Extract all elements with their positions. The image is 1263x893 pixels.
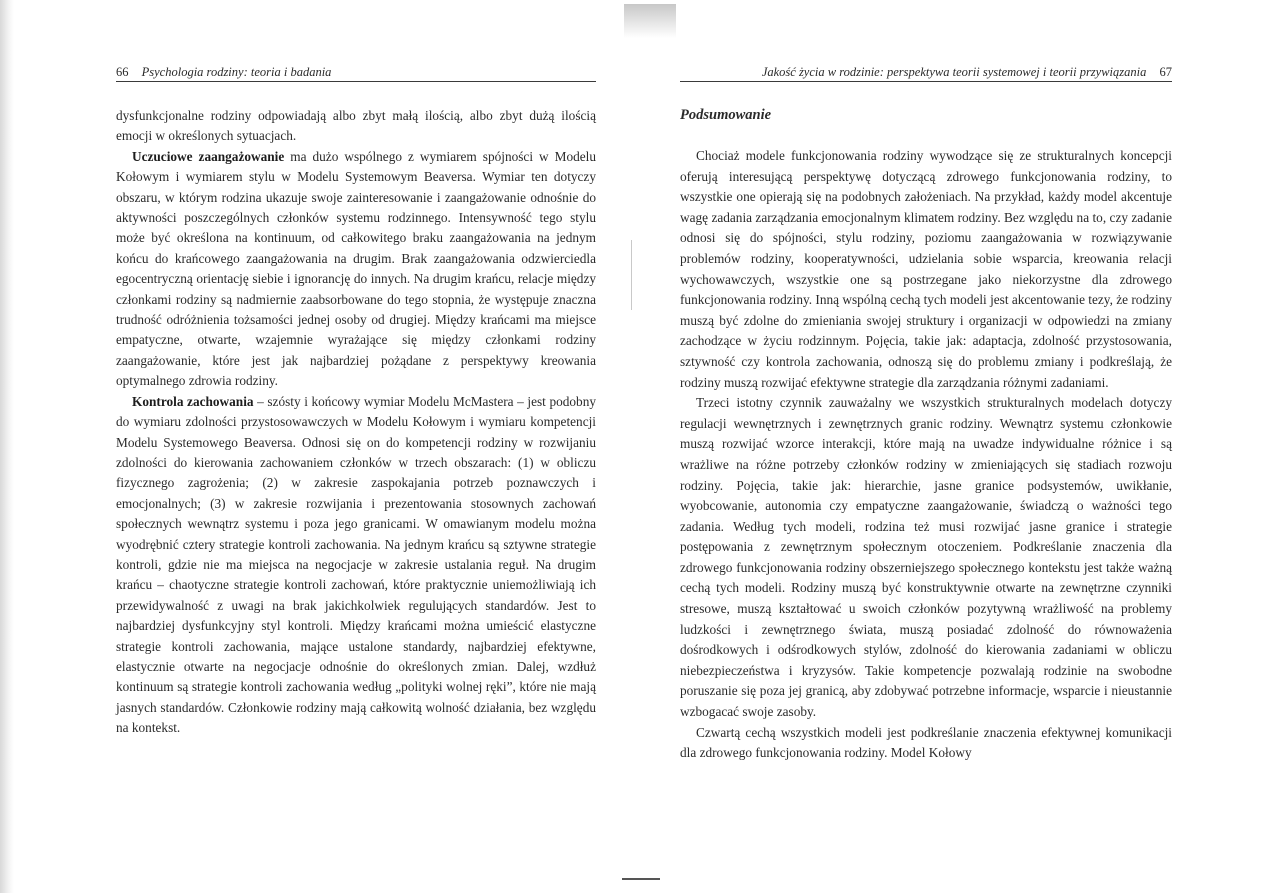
left-page-body xyxy=(116,106,596,739)
gutter-line xyxy=(631,240,632,310)
term-uczuciowe-zaangazowanie: Uczuciowe zaangażowanie xyxy=(132,148,285,164)
paragraph: Czwartą cechą wszystkich modeli jest podkreślanie znaczenia efektywnej komunikacji dla zdrowego funkcjonowania rodziny. Model Kołowy xyxy=(680,724,1172,761)
right-page xyxy=(680,64,1172,764)
running-head-left xyxy=(116,64,596,82)
term-kontrola-zachowania: Kontrola zachowania xyxy=(132,393,254,409)
running-head-right xyxy=(680,64,1172,82)
left-page xyxy=(116,64,596,739)
section-title: Podsumowanie xyxy=(680,107,772,123)
paragraph: dysfunkcjonalne rodziny odpowiadają albo zbyt małą ilością, albo zbyt dużą ilością emocji w określonych sytuacjach. xyxy=(116,108,596,144)
paragraph: Trzeci istotny czynnik zauważalny we wszystkich strukturalnych modelach dotyczy regulacji wewnętrznych i zewnętrznych granic rodziny. Wewnątrz systemu członkowie muszą rozwijać wzorce interakcji, które mają na uwadze indywidualne różnice i są wrażliwe na różne potrzeby członków rodziny w zmieniających się stadiach rozwoju rodziny. Pojęcia, takie jak: hierarchie, jasne granice podsystemów, uwikłanie, wyobcowanie, autonomia czy empatyczne zaangażowanie, świadczą o ważności tego zadania. Według tych modeli, rodzina też musi rozwijać jasne granice i strategie postępowania z zewnętrznym społecznym otoczeniem. Podkreślanie znaczenia dla zdrowego funkcjonowania rodziny obszerniejszego społecznego kontekstu jest także ważną cechą tych modeli. Rodziny muszą być konstruktywnie otwarte na zewnętrzne czynniki stresowe, muszą kształtować u swoich członków pozytywną wrażliwość na problemy ludzkości i zewnętrznego świata, muszą posiadać zdolność do równoważenia dośrodkowych i odśrodkowych stylów, zdolność do kierowania zadaniami w obliczu niebezpieczeństwa i kryzysów. Takie kompetencje pozwalają rodzinie na swobodne poruszanie się poza jej granicą, aby zdobywać potrzebne informacje, wsparcie i nieustannie wzbogacać swoje zasoby. xyxy=(680,395,1172,720)
paragraph: Uczuciowe zaangażowanie ma dużo wspólnego z wymiarem spójności w Modelu Kołowym i wymiarem stylu w Modelu Systemowym Beaversa. Wymiar ten dotyczy obszaru, w którym rodzina ukazuje swoje zainteresowanie i zaangażowanie odnośnie do aktywności poszczególnych członków systemu rodzinnego. Intensywność tego stylu może być określona na kontinuum, od całkowitego braku zaangażowania na jednym końcu do krańcowego zaangażowania na drugim. Brak zaangażowania odzwierciedla egocentryczną orientację siebie i ignorancję do innych. Na drugim krańcu, relacje między członkami rodziny są nadmiernie zaabsorbowane do tego stopnia, że występuje znaczna trudność odróżnienia tożsamości jednej osoby od drugiej. Między krańcami ma miejsce empatyczne, otwarte, wzajemnie wyrażające się między członkami rodziny zaangażowanie, które jest jak najbardziej pożądane z perspektywy kreowania optymalnego zdrowia rodziny. xyxy=(116,148,597,389)
scan-artifact-bottom xyxy=(622,878,660,880)
page-number-left: 66 xyxy=(116,65,129,79)
scan-artifact xyxy=(624,4,676,38)
running-head-title-left: Psychologia rodziny: teoria i badania xyxy=(141,65,332,79)
page-edge-shadow xyxy=(0,0,14,893)
right-page-body xyxy=(680,146,1172,764)
page-number-right: 67 xyxy=(1159,65,1172,79)
paragraph: Kontrola zachowania – szósty i końcowy wymiar Modelu McMastera – jest podobny do wymiaru zdolności przystosowawczych w Modelu Kołowym i wymiaru kompetencji Modelu Systemowego Beaversa. Odnosi się on do kompetencji rodziny w rozwijaniu zdolności do kierowania zachowaniem członków w trzech obszarach: (1) w obliczu fizycznego zagrożenia; (2) w zakresie zaspokajania potrzeb poznawczych i emocjonalnych; (3) w zakresie rozwijania i prezentowania stosownych zachowań społecznych wewnątrz systemu i poza jego granicami. W omawianym modelu można wyodrębnić cztery strategie kontroli zachowania. Na jednym krańcu są sztywne strategie kontroli, gdzie nie ma miejsca na negocjacje w zakresie ustalania reguł. Na drugim krańcu – chaotyczne strategie kontroli zachowań, które praktycznie uniemożliwiają ich przewidywalność z uwagi na brak jakichkolwiek regulujących standardów. Jest to najbardziej dysfunkcyjny styl kontroli. Między krańcami można umieścić elastyczne strategie kontroli zachowania, mające ustalone standardy, najbardziej efektywne, elastycznie otwarte na negocjacje odnośnie do określonych zmian. Dalej, wzdłuż kontinuum są strategie kontroli zachowania według „polityki wolnej ręki”, które nie mają jasnych standardów. Członkowie rodziny mają całkowitą wolność działania, bez względu na kontekst. xyxy=(116,393,596,736)
running-head-title-right: Jakość życia w rodzinie: perspektywa teorii systemowej i teorii przywiązania xyxy=(761,65,1147,79)
paragraph: Chociaż modele funkcjonowania rodziny wywodzące się ze strukturalnych koncepcji oferują interesującą perspektywę dotyczącą zdrowego funkcjonowania rodziny, to wszystkie one opierają się na podobnych założeniach. Na przykład, każdy model akcentuje wagę zadania zarządzania emocjonalnym klimatem rodziny. Bez względu na to, czy zadanie odnosi się do spójności, stylu rodziny, poziomu zaangażowania w rozwiązywanie problemów rodziny, kooperatywności, udzielania sobie wsparcia, kreowania relacji wychowawczych, wszystkie one są postrzegane jako niekorzystne dla zdrowego funkcjonowania rodziny. Inną wspólną cechą tych modeli jest akcentowanie tezy, że rodziny muszą być zdolne do zmieniania swojej struktury i organizacji w odpowiedzi na zmiany zachodzące w życiu rodzinnym. Pojęcia, takie jak: adaptacja, zdolność przystosowania, sztywność czy kontrola zachowania, odnoszą się do problemu zmiany i podkreślają, że rodziny muszą rozwijać efektywne strategie dla zarządzania różnymi zadaniami. xyxy=(680,148,1172,390)
